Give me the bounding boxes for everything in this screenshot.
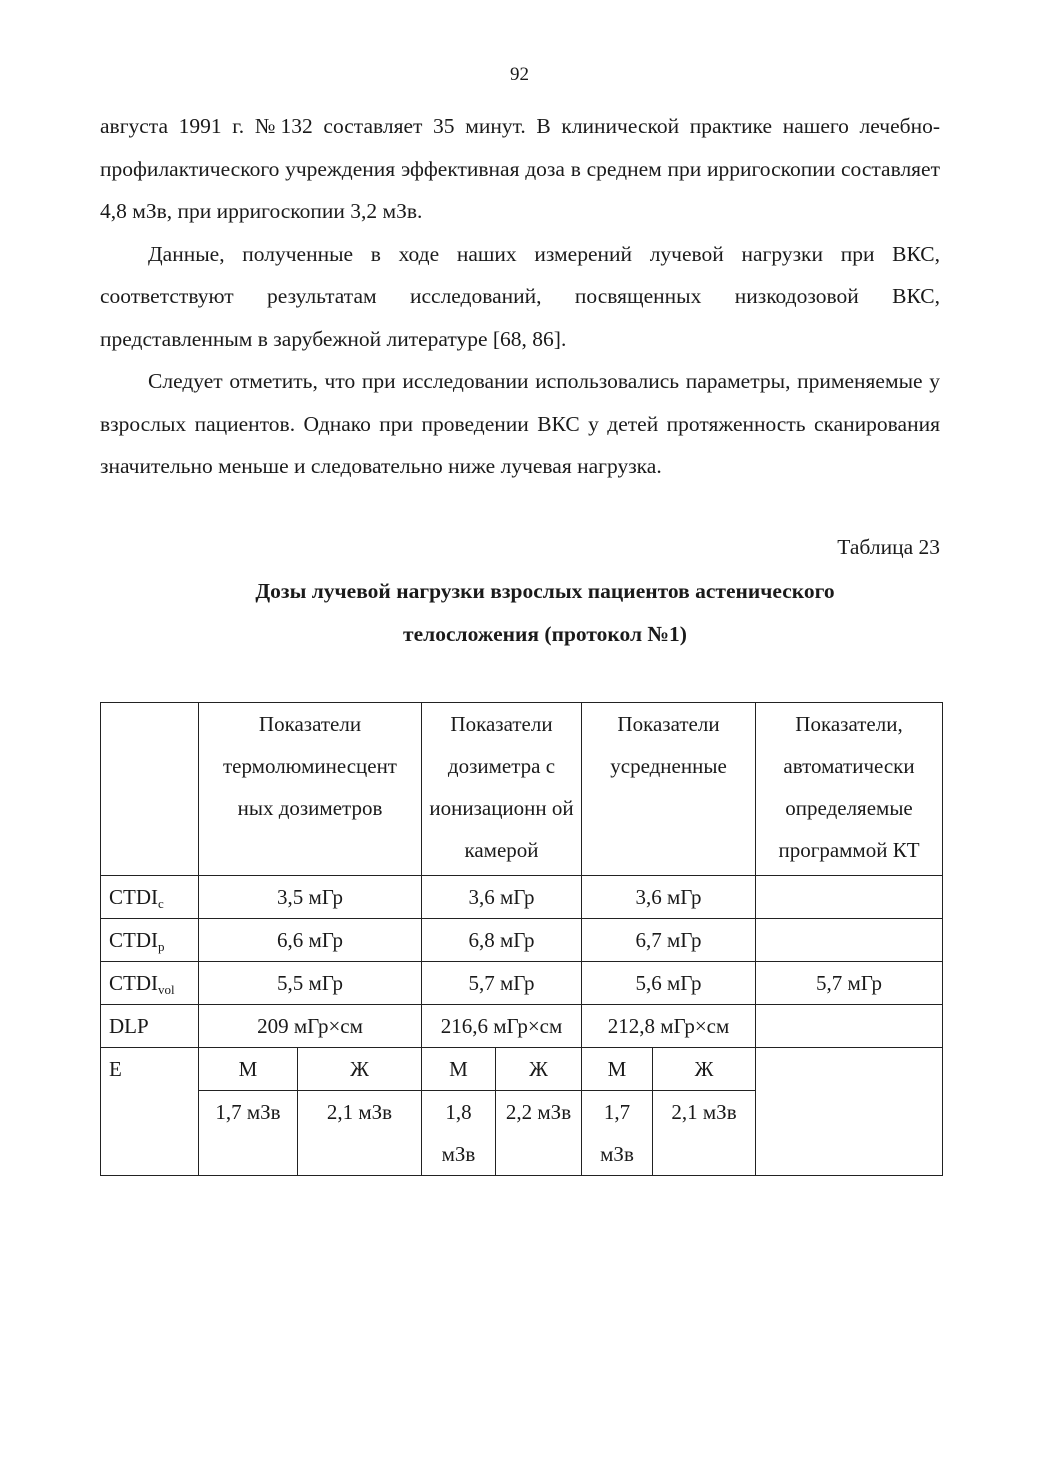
- cell-value: 6,8 мГр: [422, 919, 582, 962]
- cell-value: [756, 876, 943, 919]
- cell-value: 5,5 мГр: [199, 962, 422, 1005]
- cell-value: 212,8 мГр×см: [582, 1005, 756, 1048]
- cell-value: 5,7 мГр: [756, 962, 943, 1005]
- sex-m-label: М: [582, 1048, 653, 1091]
- row-label: $CTDI_p$: [101, 919, 199, 962]
- table-title: [180, 570, 910, 656]
- cell-value: 3,5 мГр: [199, 876, 422, 919]
- table-title-line-1: Дозы лучевой нагрузки взрослых пациентов астенического: [255, 579, 835, 603]
- cell-value: 2,1 мЗв: [298, 1091, 422, 1176]
- table-row-ctdi-vol: [101, 962, 943, 1005]
- cell-value: 6,7 мГр: [582, 919, 756, 962]
- cell-value: 3,6 мГр: [422, 876, 582, 919]
- cell-value: 2,1 мЗв: [653, 1091, 756, 1176]
- paragraph-1: августа 1991 г. №132 составляет 35 минут. В клинической практике нашего лечебно-профилактического учреждения эффективная доза в среднем при ирригоскопии составляет 4,8 мЗв, при ирригоскопии 3,2 мЗв.: [100, 114, 940, 223]
- header-ct-program: Показатели, автоматически определяемые программой КТ: [756, 703, 943, 876]
- sex-m-label: М: [199, 1048, 298, 1091]
- table-row-e-sex: [101, 1048, 943, 1091]
- page-number: 92: [510, 64, 529, 85]
- cell-value: 5,7 мГр: [422, 962, 582, 1005]
- cell-value: [756, 1005, 943, 1048]
- table-row-dlp: [101, 1005, 943, 1048]
- paragraph-2: Данные, полученные в ходе наших измерений лучевой нагрузки при ВКС, соответствуют результатам исследований, посвященных низкодозовой ВКС, представленным в зарубежной литературе [68, 86].: [100, 241, 940, 351]
- row-label: $CTDI_c$: [101, 876, 199, 919]
- cell-value: [756, 919, 943, 962]
- cell-value: 216,6 мГр×см: [422, 1005, 582, 1048]
- header-tld: Показатели термолюминесцент ных дозиметров: [199, 703, 422, 876]
- row-label: DLP: [101, 1005, 199, 1048]
- table-title-line-2: телосложения (протокол №1): [403, 622, 687, 646]
- row-label: E: [101, 1048, 199, 1176]
- cell-value: 209 мГр×см: [199, 1005, 422, 1048]
- cell-value: 1,7 мЗв: [199, 1091, 298, 1176]
- sex-f-label: Ж: [653, 1048, 756, 1091]
- cell-value: 2,2 мЗв: [496, 1091, 582, 1176]
- cell-empty: [756, 1048, 943, 1176]
- header-ionization-chamber: Показатели дозиметра с ионизационн ой камерой: [422, 703, 582, 876]
- paragraph-3: Следует отметить, что при исследовании использовались параметры, применяемые у взрослых пациентов. Однако при проведении ВКС у детей протяженность сканирования значительно меньше и следовательно ниже лучевая нагрузка.: [100, 369, 940, 478]
- sex-m-label: М: [422, 1048, 496, 1091]
- table-label: Таблица 23: [837, 535, 940, 559]
- table-row-ctdi-p: [101, 919, 943, 962]
- cell-value: 1,7 мЗв: [582, 1091, 653, 1176]
- table-row-ctdi-c: [101, 876, 943, 919]
- table-header-row: [101, 703, 943, 876]
- sex-f-label: Ж: [298, 1048, 422, 1091]
- cell-value: 5,6 мГр: [582, 962, 756, 1005]
- cell-value: 1,8 мЗв: [422, 1091, 496, 1176]
- header-empty-cell: [101, 703, 199, 876]
- cell-value: 3,6 мГр: [582, 876, 756, 919]
- body-text: [100, 105, 940, 488]
- row-label: $CTDI_{vol}$: [101, 962, 199, 1005]
- dose-table: [100, 702, 943, 1176]
- header-averaged: Показатели усредненные: [582, 703, 756, 876]
- cell-value: 6,6 мГр: [199, 919, 422, 962]
- sex-f-label: Ж: [496, 1048, 582, 1091]
